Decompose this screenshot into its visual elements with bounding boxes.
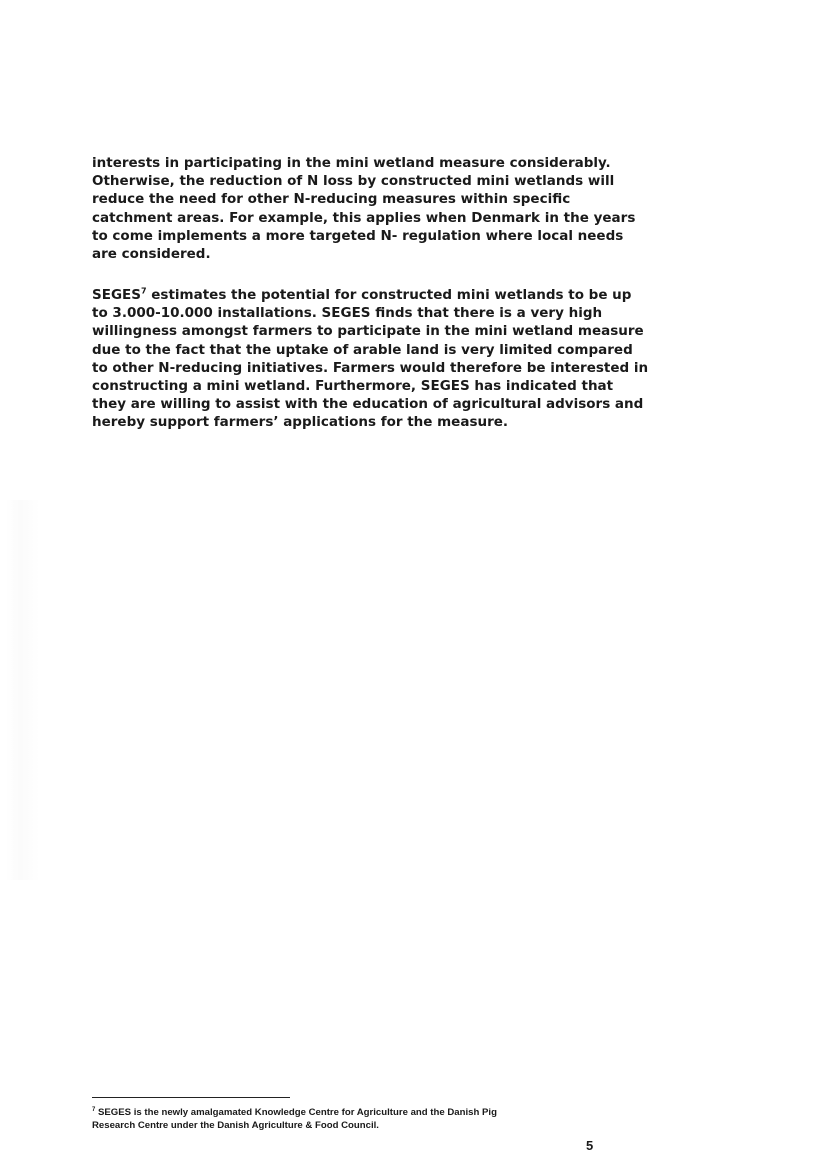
footnote-line-1 bbox=[92, 1106, 612, 1119]
paragraph-1-line: are considered. bbox=[92, 246, 211, 263]
footnote-line-2: Research Centre under the Danish Agriculture & Food Council. bbox=[92, 1120, 379, 1131]
paragraph-1-line: Otherwise, the reduction of N loss by constructed mini wetlands will bbox=[92, 173, 615, 190]
paragraph-2-line: to other N-reducing initiatives. Farmers would therefore be interested in bbox=[92, 359, 649, 376]
footnote-divider bbox=[92, 1097, 290, 1098]
scan-margin-artifact bbox=[6, 500, 40, 880]
paragraph-2-line: they are willing to assist with the education of agricultural advisors and bbox=[92, 396, 644, 413]
paragraph-2-line: constructing a mini wetland. Furthermore, SEGES has indicated that bbox=[92, 378, 614, 395]
paragraph-2-first-line-rest: estimates the potential for constructed mini wetlands to be up bbox=[146, 287, 632, 303]
footnote bbox=[92, 1106, 612, 1132]
paragraph-2-line: due to the fact that the uptake of arable land is very limited compared bbox=[92, 341, 633, 358]
paragraph-1 bbox=[92, 154, 636, 263]
footnote-reference[interactable]: 7 bbox=[140, 286, 147, 296]
paragraph-1-line: catchment areas. For example, this applies when Denmark in the years bbox=[92, 209, 636, 226]
paragraph-1-line: interests in participating in the mini wetland measure considerably. bbox=[92, 155, 611, 171]
footnote-marker: 7 bbox=[92, 1106, 96, 1113]
paragraph-1-line: to come implements a more targeted N- regulation where local needs bbox=[92, 227, 624, 244]
page-number: 5 bbox=[586, 1138, 594, 1153]
footnote-text-1: SEGES is the newly amalgamated Knowledge Centre for Agriculture and the Danish Pig bbox=[95, 1107, 497, 1118]
paragraph-2-first-line bbox=[92, 286, 632, 304]
seges-word: SEGES bbox=[92, 287, 141, 303]
paragraph-1-line: reduce the need for other N-reducing measures within specific bbox=[92, 191, 571, 208]
paragraph-2-line: to 3.000-10.000 installations. SEGES finds that there is a very high bbox=[92, 305, 603, 322]
paragraph-2 bbox=[92, 286, 649, 432]
paragraph-2-line: hereby support farmers’ applications for the measure. bbox=[92, 414, 509, 431]
paragraph-2-line: willingness amongst farmers to participate in the mini wetland measure bbox=[92, 323, 644, 340]
